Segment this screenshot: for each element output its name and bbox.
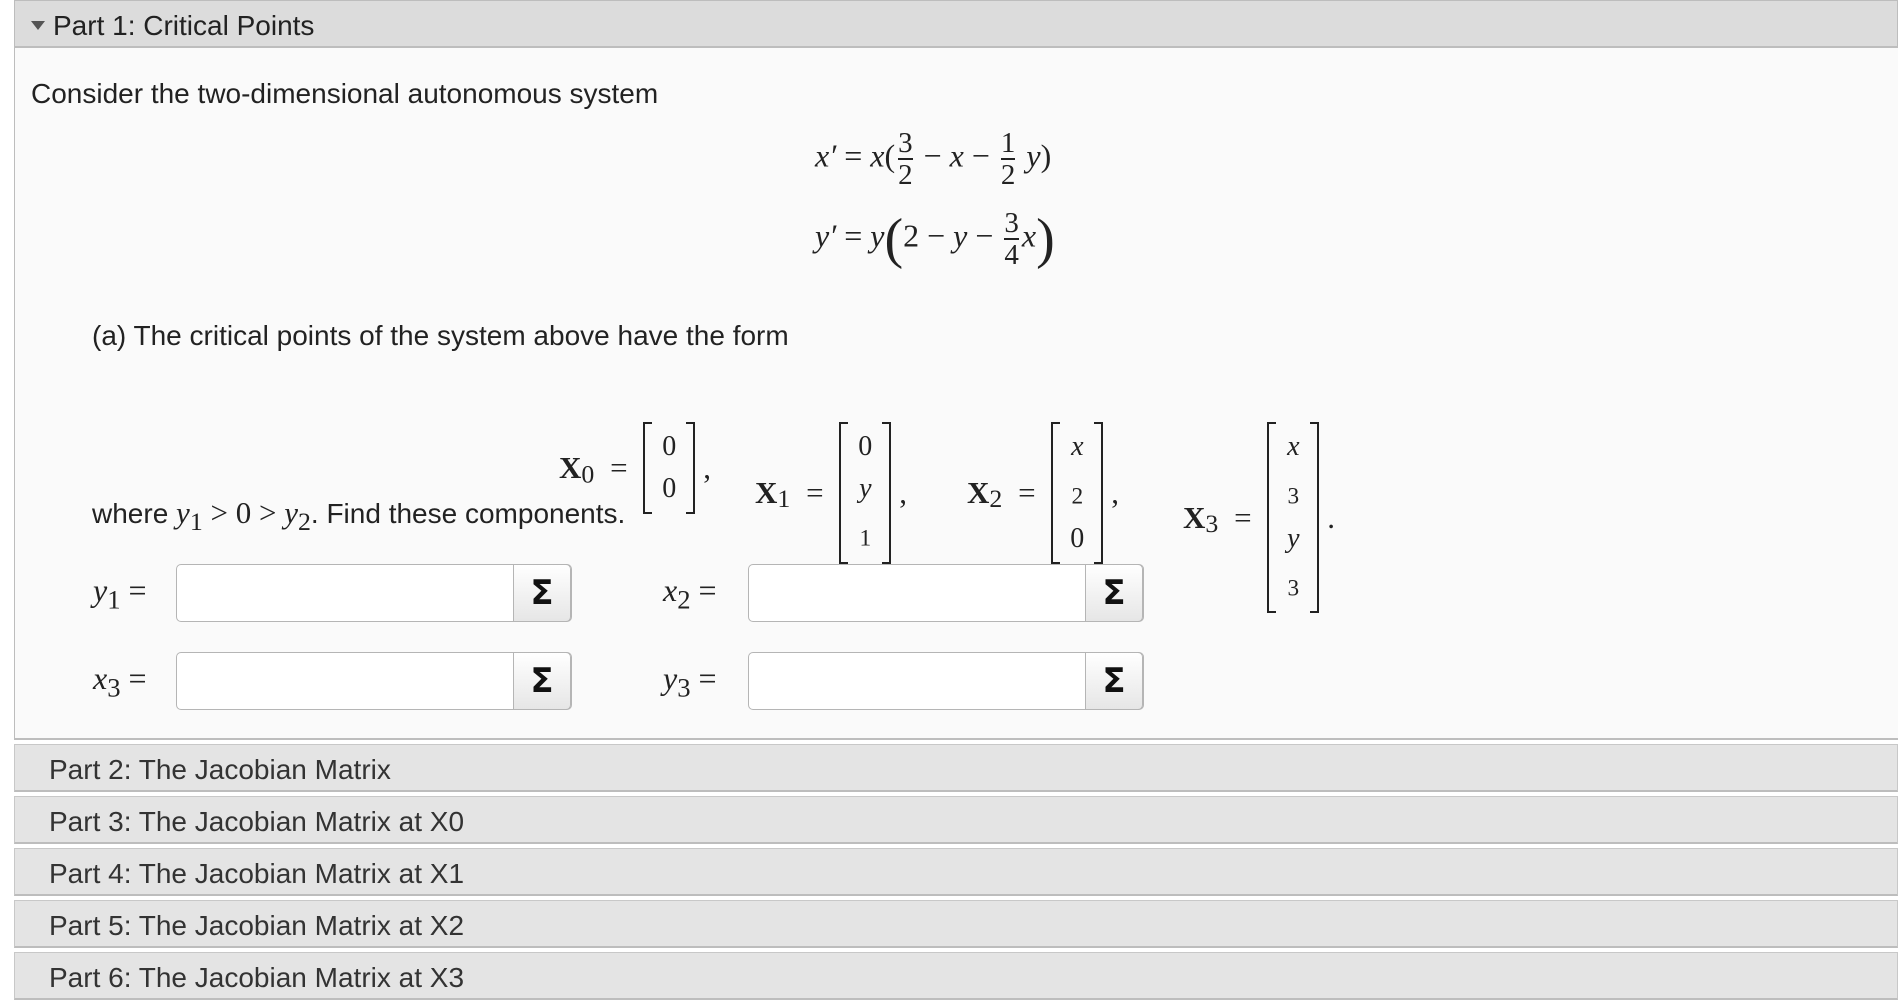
part1-title: Part 1: Critical Points xyxy=(53,10,315,41)
part6-header[interactable]: Part 6: The Jacobian Matrix at X3 xyxy=(14,952,1898,1000)
y3-label: $y_3$ = xyxy=(663,660,717,703)
x3-sigma-button[interactable]: Σ xyxy=(513,652,571,710)
fraction: $\frac{3}{2}$ xyxy=(898,127,913,191)
critical-point-x0: $X_0$ = 0 0 , xyxy=(559,426,711,526)
y1-label: $y_1$ = xyxy=(93,572,147,615)
critical-point-x1: $X_1$ = 0 y $_1$ , xyxy=(755,426,907,526)
part4-header[interactable]: Part 4: The Jacobian Matrix at X1 xyxy=(14,848,1898,896)
intro-text: Consider the two-dimensional autonomous system xyxy=(31,78,659,109)
x2-label: $x_2$ = xyxy=(663,572,717,615)
y1-sigma-button[interactable]: Σ xyxy=(513,564,571,622)
part-a-text: (a) The critical points of the system above have the form xyxy=(92,320,789,351)
part2-header[interactable]: Part 2: The Jacobian Matrix xyxy=(14,744,1898,792)
part1-body xyxy=(14,48,1898,740)
part1-header[interactable] xyxy=(14,0,1898,48)
part5-header[interactable]: Part 5: The Jacobian Matrix at X2 xyxy=(14,900,1898,948)
x3-label: $x_3$ = xyxy=(93,660,147,703)
critical-point-x2: $X_2$ = x $_2$ 0 , xyxy=(967,426,1119,526)
caret-down-icon[interactable] xyxy=(31,21,45,30)
fraction: $\frac{3}{4}$ xyxy=(1004,207,1019,271)
equation-x-prime: x′ = x( $\frac{3}{2}$ − x − $\frac{1}{2}$ y) xyxy=(815,127,1052,191)
fraction: $\frac{1}{2}$ xyxy=(1000,127,1016,191)
part3-header[interactable]: Part 3: The Jacobian Matrix at X0 xyxy=(14,796,1898,844)
y3-sigma-button[interactable]: Σ xyxy=(1085,652,1143,710)
critical-point-x3: $X_3$ = x $_3$ y $_3$ . xyxy=(1183,426,1335,526)
where-text: where $y_1 > 0 > y_2$. Find these components. xyxy=(92,495,626,537)
equation-y-prime: y′ = y(2 − y − $\frac{3}{4}$ x) xyxy=(815,207,1055,271)
x2-sigma-button[interactable]: Σ xyxy=(1085,564,1143,622)
